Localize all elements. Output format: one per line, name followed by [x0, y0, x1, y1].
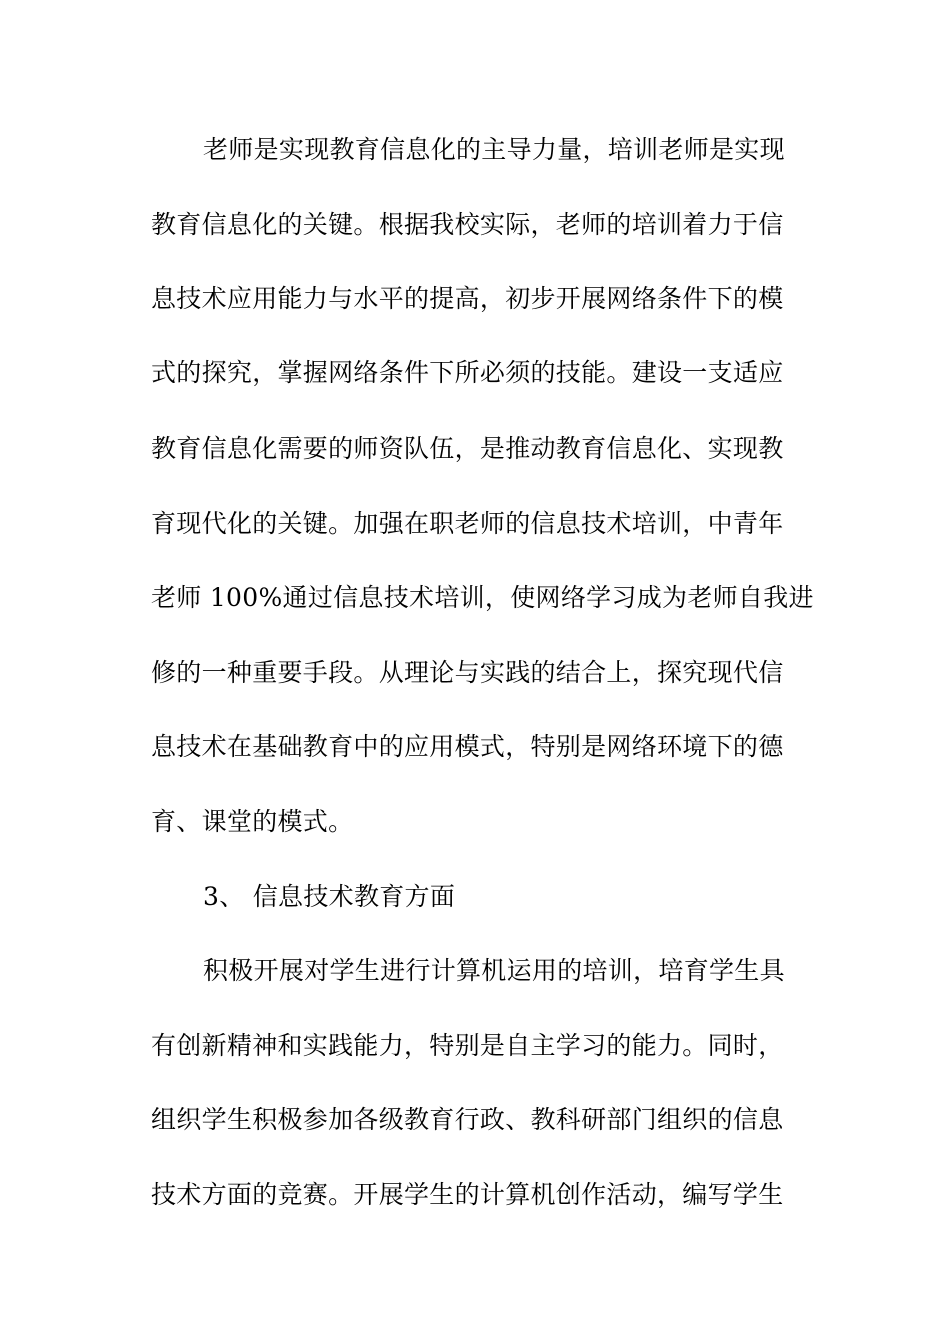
paragraph-1-line-1: 老师是实现教育信息化的主导力量，培训老师是实现: [203, 135, 785, 164]
paragraph-1-line-8: 修的一种重要手段。从理论与实践的结合上，探究现代信: [151, 658, 784, 687]
paragraph-1-line-9: 息技术在基础教育中的应用模式，特别是网络环境下的德: [151, 732, 784, 761]
paragraph-1-line-6: 育现代化的关键。加强在职老师的信息技术培训，中青年: [151, 509, 784, 538]
paragraph-1-line-10: 育、课堂的模式。: [151, 807, 354, 836]
section-heading: 3、 信息技术教育方面: [203, 882, 456, 911]
paragraph-2-line-2: 有创新精神和实践能力，特别是自主学习的能力。同时，: [151, 1031, 784, 1060]
paragraph-2-line-3: 组织学生积极参加各级教育行政、教科研部门组织的信息: [151, 1105, 784, 1134]
paragraph-1-line-4: 式的探究，掌握网络条件下所必须的技能。建设一支适应: [151, 358, 784, 387]
paragraph-1-line-3: 息技术应用能力与水平的提高，初步开展网络条件下的模: [151, 284, 784, 313]
paragraph-2-line-4: 技术方面的竞赛。开展学生的计算机创作活动，编写学生: [151, 1180, 784, 1209]
paragraph-1-line-2: 教育信息化的关键。根据我校实际，老师的培训着力于信: [151, 210, 784, 239]
paragraph-1-line-5: 教育信息化需要的师资队伍，是推动教育信息化、实现教: [151, 434, 784, 463]
paragraph-2-line-1: 积极开展对学生进行计算机运用的培训，培育学生具: [203, 956, 785, 985]
paragraph-1-line-7: 老师 100%通过信息技术培训，使网络学习成为老师自我进: [151, 583, 814, 612]
